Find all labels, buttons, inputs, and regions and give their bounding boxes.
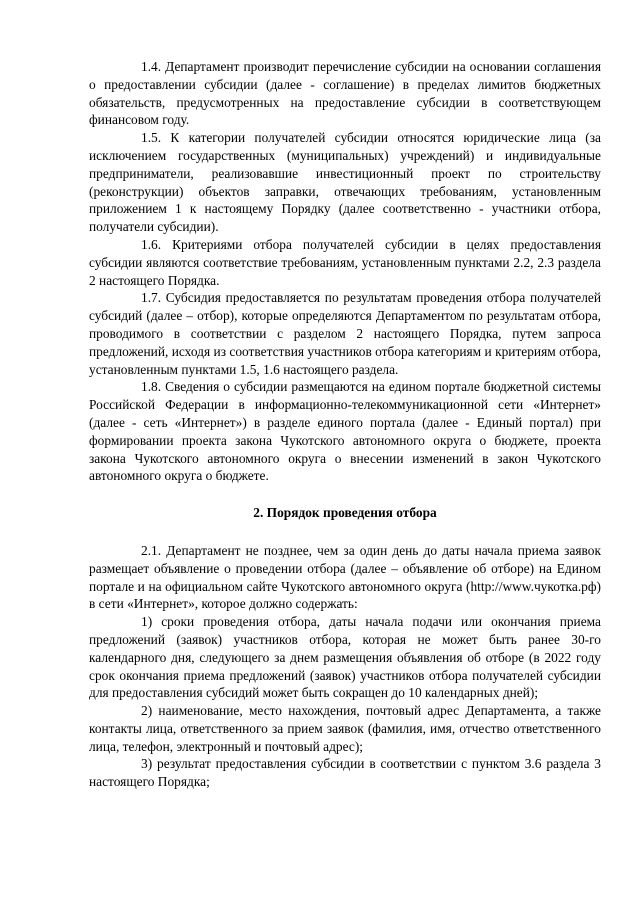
list-item-1: 1) сроки проведения отбора, даты начала подачи или окончания приема предложений (заявок) участников отбора, которая не может быть ранее 30-го календарного дня, следующего за днем размещения объявления об отборе (в 2022 году срок окончания приема предложений (заявок) участников отбора получателей субсидии для предоставления субсидий может быть сокращен до 10 календарных дней); (89, 614, 601, 701)
paragraph-1-6: 1.6. Критериями отбора получателей субсидии в целях предоставления субсидии являются соответствие требованиям, установленным пунктами 2.2, 2.3 раздела 2 настоящего Порядка. (89, 236, 601, 288)
paragraph-1-4: 1.4. Департамент производит перечисление субсидии на основании соглашения о предоставлении субсидии (далее - соглашение) в пределах лимитов бюджетных обязательств, предусмотренных на предоставление субсидии в соответствующем финансовом году. (89, 59, 601, 128)
paragraph-1-5: 1.5. К категории получателей субсидии относятся юридические лица (за исключением государственных (муниципальных) учреждений) и индивидуальные предприниматели, реализовавшие инвестиционный проект по строительству (реконструкции) объектов заправки, отвечающих требованиям, установленным приложением 1 к настоящему Порядку (далее соответственно - участники отбора, получатели субсидии). (89, 130, 601, 235)
list-item-3: 3) результат предоставления субсидии в соответствии с пунктом 3.6 раздела 3 настоящего Порядка; (89, 756, 601, 790)
paragraph-2-1: 2.1. Департамент не позднее, чем за один день до даты начала приема заявок размещает объявление о проведении отбора (далее – объявление об отборе) на Едином портале и на официальном сайте Чукотского автономного округа (http://www.чукотка.рф) в сети «Интернет», которое должно содержать: (89, 542, 601, 612)
paragraph-1-7: 1.7. Субсидия предоставляется по результатам проведения отбора получателей субсидий (далее – отбор), которые определяются Департаментом по результатам отбора, проводимого в соответствии с разделом 2 настоящего Порядка, путем запроса предложений, исходя из соответствия участников отбора категориям и критериям отбора, установленным пунктами 1.5, 1.6 настоящего раздела. (89, 290, 601, 377)
paragraph-1-8: 1.8. Сведения о субсидии размещаются на едином портале бюджетной системы Российской Федерации в информационно-телекоммуникационной сети «Интернет» (далее - сеть «Интернет») в разделе единого портала (далее - Единый портал) при формировании проекта закона Чукотского автономного округа о бюджете, проекта закона Чукотского автономного округа о внесении изменений в закон Чукотского автономного округа о бюджете. (89, 379, 601, 484)
document-page (89, 58, 601, 791)
section-heading: 2. Порядок проведения отбора (253, 505, 437, 521)
list-item-2: 2) наименование, место нахождения, почтовый адрес Департамента, а также контакты лица, ответственного за прием заявок (фамилия, имя, отчество ответственного лица, телефон, электронный и почтовый адрес); (89, 703, 601, 754)
